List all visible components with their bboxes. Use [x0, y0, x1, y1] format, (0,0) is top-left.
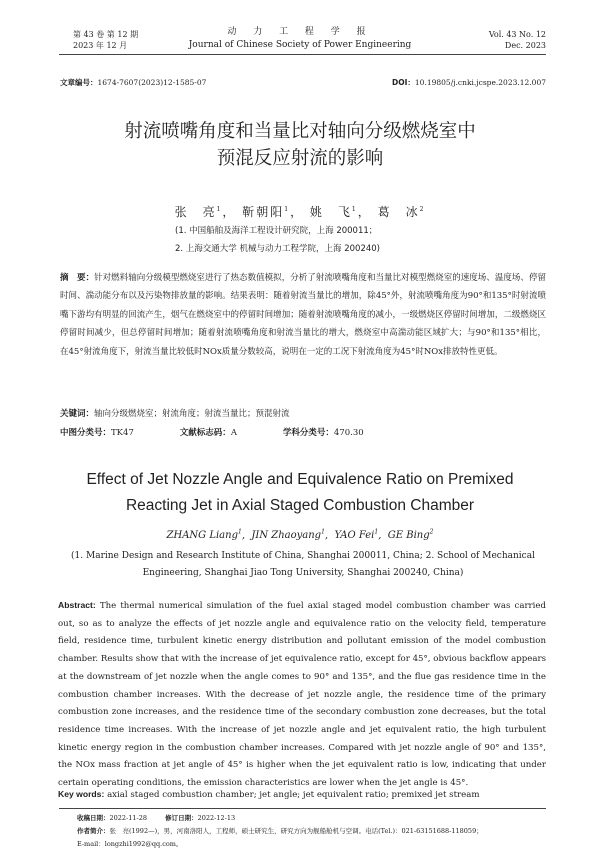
received-date: 2022-11-28 — [109, 814, 147, 822]
keywords-en-label: Key words: — [58, 789, 105, 799]
received-label: 收稿日期： — [77, 814, 110, 822]
revised-label: 修订日期： — [165, 814, 198, 822]
clc-value: TK47 — [111, 428, 134, 438]
revised-date: 2022-12-13 — [197, 814, 236, 822]
author-cn: 葛 冰$^2$ — [377, 205, 426, 219]
doc-code-label: 文献标志码： — [179, 428, 231, 438]
footnote-email: E-mail：longzhi1992@qq.com。 — [77, 840, 183, 848]
author-en: JIN Zhaoyang$^1$ — [251, 528, 325, 541]
title-cn-line1: 射流喷嘴角度和当量比对轴向分级燃烧室中 — [124, 121, 476, 142]
title-en-line1: Effect of Jet Nozzle Angle and Equivalence Ratio on Premixed — [86, 471, 514, 488]
abstract-en-text: The thermal numerical simulation of the fuel axial staged model combustion chamber was carried out, so as to analyze the effects of jet nozzle angle and equivalence ratio on the velocity field, temperature field, residence time, turbulent kinetic energy distribution and pollutant emission of the model combustion chamber. Results show that with the increase of jet equivalence ratio, except for 45°, obvious backflow appears at the downstream of jet nozzle when the angle comes to 90° and 135°, and the flue gas residence time in the combustion chamber increases. With the decrease of jet nozzle angle, the residence time of the primary combustion zone increases, and the residence time of the secondary combustion zone decreases, but the total residence time increases. With the increase of jet nozzle angle and jet equivalent ratio, the high turbulent kinetic energy region in the combustion chamber increases. Compared with jet nozzle angle of 90° and 135°, the NOx mass fraction at jet angle of 45° is higher when the jet equivalent ratio is low, indicating that under certain operating conditions, the emission characteristics are lower when the jet angle is 45°. — [58, 601, 546, 789]
issue-date-en: Dec. 2023 — [504, 41, 546, 50]
journal-title-en: Journal of Chinese Society of Power Engineering — [188, 40, 412, 50]
affiliation-en-2: Engineering, Shanghai Jiao Tong University, Shanghai 200240, China) — [142, 568, 464, 578]
article-number-value: 1674-7607(2023)12-1585-07 — [97, 78, 207, 87]
journal-volume-en — [489, 29, 546, 51]
keywords-en-text: axial staged combustion chamber; jet angle; jet equivalent ratio; premixed jet stream — [107, 790, 480, 800]
keywords-cn — [60, 407, 290, 419]
footnote-bio — [77, 825, 547, 837]
author-en: YAO Fei$^1$ — [334, 528, 379, 541]
abstract-en — [58, 597, 546, 793]
doc-code-value: A — [230, 428, 237, 438]
affiliations-en — [60, 548, 546, 582]
author-cn: 张 亮$^1$ — [174, 205, 223, 219]
authors-cn: 张 亮$^1$， 靳朝阳$^1$， 姚 飞$^1$， 葛 冰$^2$ — [174, 205, 426, 219]
affiliations-cn — [175, 222, 380, 258]
volume-no-en: Vol. 43 No. 12 — [488, 30, 546, 39]
author-en: GE Bing$^2$ — [387, 528, 434, 541]
author-cn: 靳朝阳$^1$ — [242, 205, 291, 219]
header-rule — [59, 54, 546, 55]
abstract-en-label: Abstract: — [58, 600, 96, 610]
issue-date-cn: 2023 年 12 月 — [73, 41, 128, 50]
bio-text: 张 亮(1992—)，男，河南洛阳人，工程师，硕士研究生，研究方向为舰船舱机与空调。电话(Tel.)：021-63151688-118059； — [109, 827, 483, 835]
author-cn: 姚 飞$^1$ — [309, 205, 358, 219]
bio-label: 作者简介： — [77, 827, 110, 835]
title-en-line2: Reacting Jet in Axial Staged Combustion Chamber — [125, 497, 475, 514]
authors-en: ZHANG Liang$^1$, JIN Zhaoyang$^1$, YAO Fei$^1$, GE Bing$^2$ — [166, 528, 434, 541]
keywords-en — [58, 789, 480, 800]
doi-value: 10.19805/j.cnki.jcspe.2023.12.007 — [414, 78, 546, 87]
classification-row — [60, 426, 364, 438]
abstract-cn-label: 摘 要： — [60, 273, 95, 283]
article-number — [60, 77, 206, 88]
doi-label: DOI： — [392, 78, 415, 87]
title-en — [0, 467, 600, 519]
journal-title-cn: 动 力 工 程 学 报 — [227, 27, 373, 37]
article-number-label: 文章编号： — [60, 78, 98, 87]
doi — [392, 77, 546, 88]
footnote-rule — [59, 808, 546, 809]
clc-label: 中图分类号： — [60, 428, 112, 438]
keywords-cn-text: 轴向分级燃烧室；射流角度；射流当量比；预混射流 — [94, 409, 290, 419]
affiliation-en-1: (1. Marine Design and Research Institute of China, Shanghai 200011, China; 2. School of Mechanical — [71, 551, 535, 561]
subject-value: 470.30 — [333, 428, 364, 438]
keywords-cn-label: 关键词： — [60, 409, 95, 419]
author-en: ZHANG Liang$^1$ — [166, 528, 242, 541]
title-cn-line2: 预混反应射流的影响 — [216, 148, 384, 169]
subject-label: 学科分类号： — [282, 428, 334, 438]
abstract-cn-text: 针对燃料轴向分级模型燃烧室进行了热态数值模拟，分析了射流喷嘴角度和当量比对模型燃烧室的速度场、温度场、停留时间、湍动能分布以及污染物排放量的影响。结果表明：随着射流当量比的增加，除45°外，射流喷嘴角度为90°和135°时射流喷嘴下游均有明显的回流产生，烟气在燃烧室中的停留时间增加；随着射流喷嘴角度的减小，一级燃烧区停留时间增加，二级燃烧区停留时间减少，但总停留时间增加；随着射流喷嘴角度和射流当量比的增大，燃烧室中高湍动能区域扩大；与90°和135°相比，在45°射流角度下，射流当量比较低时NOx质量分数较高，说明在一定的工况下射流角度为45°时NOx排放特性更低。 — [60, 273, 546, 357]
affiliation-cn-2: 2. 上海交通大学 机械与动力工程学院，上海 200240) — [175, 244, 380, 254]
footnote-dates — [77, 812, 235, 824]
title-cn — [0, 118, 600, 172]
affiliation-cn-1: (1. 中国船舶及海洋工程设计研究院，上海 200011； — [175, 226, 378, 236]
volume-issue: 第 43 卷 第 12 期 — [73, 30, 139, 39]
abstract-cn — [60, 269, 546, 361]
